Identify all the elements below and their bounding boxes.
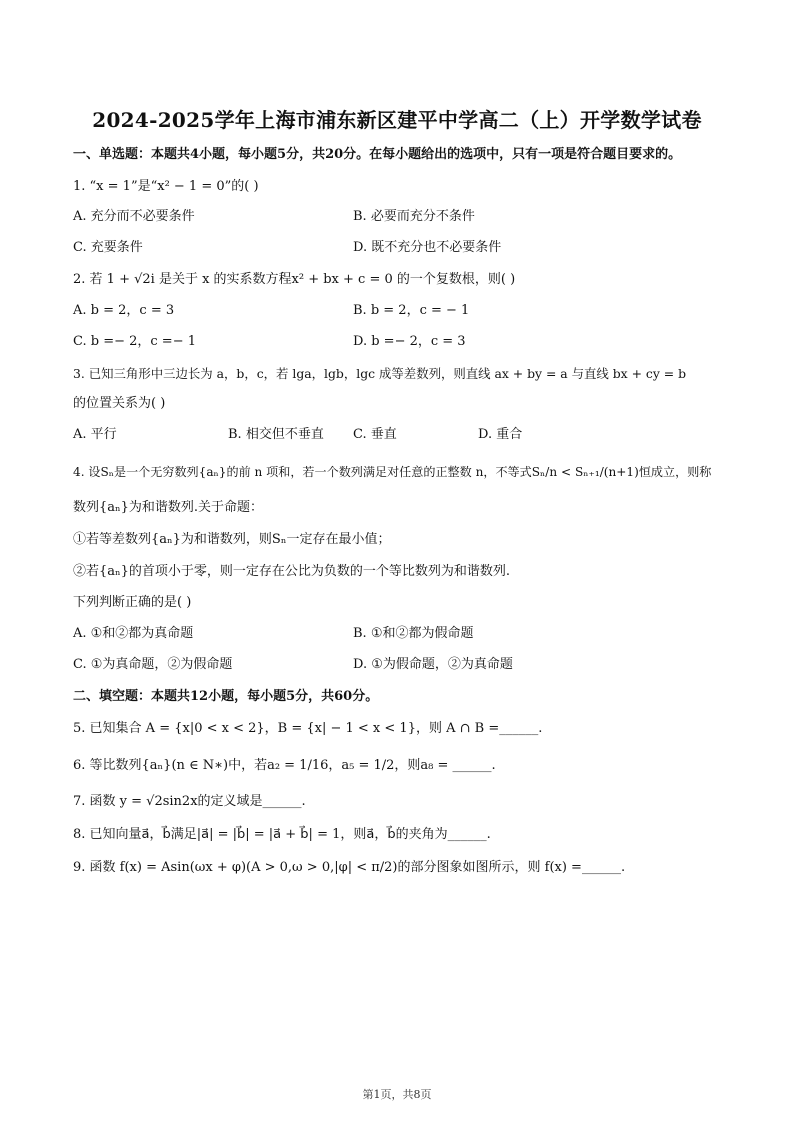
q2-option-b: B. b = 2，c = − 1 <box>353 303 470 318</box>
q1-option-c: C. 充要条件 <box>73 240 143 255</box>
q4-option-d: D. ①为假命题，②为真命题 <box>353 657 513 672</box>
question-4-prompt: 下列判断正确的是( ) <box>73 595 192 610</box>
question-4-statement-2: ②若{aₙ}的首项小于零，则一定存在公比为负数的一个等比数列为和谐数列. <box>73 564 511 579</box>
q2-option-c: C. b =− 2，c =− 1 <box>73 334 196 349</box>
q2-option-a: A. b = 2，c = 3 <box>73 303 175 318</box>
question-3-line-2: 的位置关系为( ) <box>73 396 166 411</box>
q3-option-c: C. 垂直 <box>353 427 397 442</box>
q4-option-c: C. ①为真命题，②为假命题 <box>73 657 233 672</box>
question-7: 7. 函数 y = √2sin2x的定义域是______. <box>73 794 306 809</box>
page-footer: 第1页，共8页 <box>362 1088 432 1101</box>
q1-option-b: B. 必要而充分不条件 <box>353 209 475 224</box>
q4-option-b: B. ①和②都为假命题 <box>353 626 474 641</box>
question-3-line-1: 3. 已知三角形中三边长为 a，b，c，若 lga，lgb，lgc 成等差数列，则直线 ax + by = a 与直线 bx + cy = b <box>73 366 687 381</box>
q3-option-a: A. 平行 <box>73 427 117 442</box>
question-2: 2. 若 1 + √2i 是关于 x 的实系数方程x² + bx + c = 0 的一个复数根，则( ) <box>73 272 516 287</box>
section-1-heading: 一、单选题：本题共4小题，每小题5分，共20分。在每小题给出的选项中，只有一项是符合题目要求的。 <box>73 147 682 162</box>
question-5: 5. 已知集合 A = {x|0 < x < 2}，B = {x| − 1 < x < 1}，则 A ∩ B =______. <box>73 721 543 736</box>
question-4-line-1: 4. 设Sₙ是一个无穷数列{aₙ}的前 n 项和，若一个数列满足对任意的正整数 n，不等式Sₙ/n < Sₙ₊₁/(n+1)恒成立，则称 <box>73 465 712 479</box>
question-4-statement-1: ①若等差数列{aₙ}为和谐数列，则Sₙ一定存在最小值； <box>73 532 391 547</box>
q1-option-d: D. 既不充分也不必要条件 <box>353 240 502 255</box>
q3-option-d: D. 重合 <box>478 427 523 442</box>
section-2-heading: 二、填空题：本题共12小题，每小题5分，共60分。 <box>73 689 379 704</box>
q2-option-d: D. b =− 2，c = 3 <box>353 334 466 349</box>
question-9: 9. 函数 f(x) = Asin(ωx + φ)(A > 0,ω > 0,|φ| < π/2)的部分图象如图所示，则 f(x) =______. <box>73 860 626 875</box>
question-6: 6. 等比数列{aₙ}(n ∈ N∗)中，若a₂ = 1/16，a₅ = 1/2，则a₈ = ______. <box>73 758 496 773</box>
question-4-line-2: 数列{aₙ}为和谐数列.关于命题： <box>73 500 264 515</box>
page-title: 2024-2025学年上海市浦东新区建平中学高二（上）开学数学试卷 <box>92 108 702 132</box>
question-8: 8. 已知向量a⃗，b⃗满足|a⃗| = |b⃗| = |a⃗ + b⃗| = 1，则a⃗，b⃗的夹角为______. <box>73 827 491 842</box>
q4-option-a: A. ①和②都为真命题 <box>73 626 194 641</box>
question-1: 1. “x = 1”是“x² − 1 = 0”的( ) <box>73 179 259 194</box>
q1-option-a: A. 充分而不必要条件 <box>73 209 195 224</box>
q3-option-b: B. 相交但不垂直 <box>228 427 324 442</box>
